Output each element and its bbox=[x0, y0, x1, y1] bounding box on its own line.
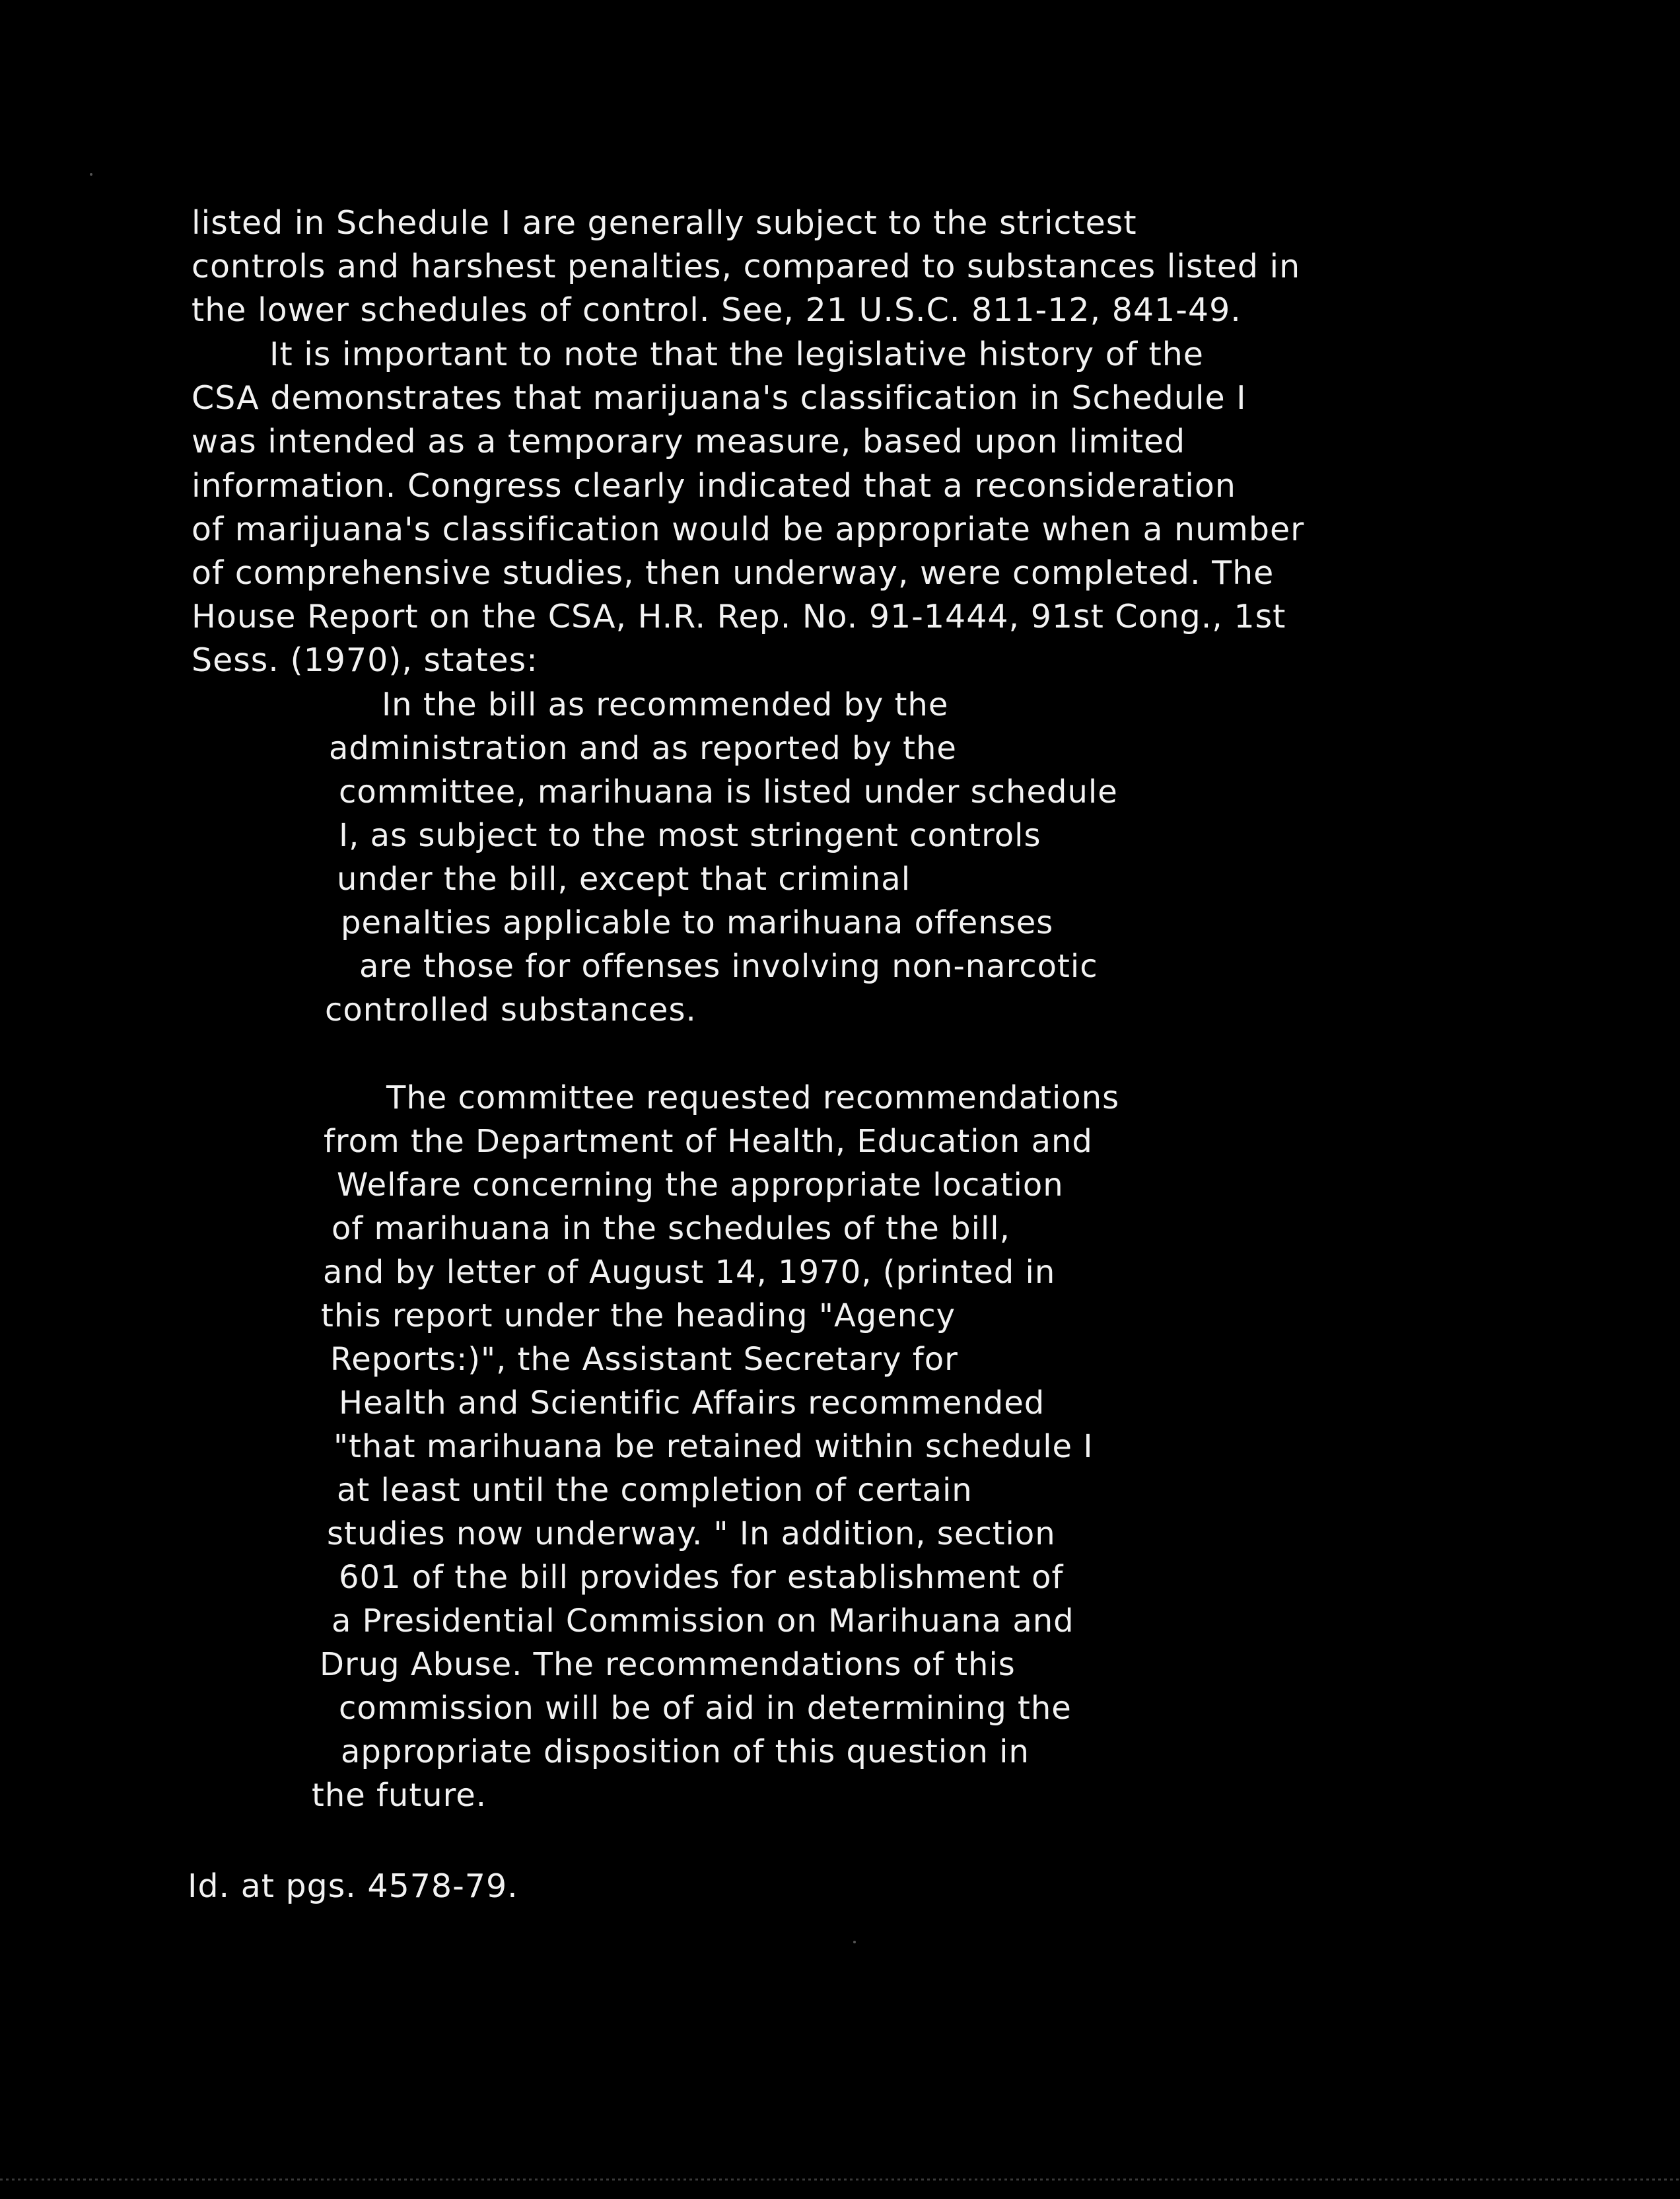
quote-line: appropriate disposition of this question in bbox=[341, 1733, 1030, 1770]
quote-line: Welfare concerning the appropriate location bbox=[337, 1167, 1064, 1204]
quote-line: are those for offenses involving non-narcotic bbox=[359, 948, 1098, 985]
quote-line: The committee requested recommendations bbox=[386, 1079, 1120, 1116]
text-line: was intended as a temporary measure, based upon limited bbox=[192, 423, 1186, 460]
scan-edge-artifact bbox=[0, 2179, 1680, 2181]
quote-line: from the Department of Health, Education and bbox=[324, 1123, 1093, 1160]
text-line: of marijuana's classification would be appropriate when a number bbox=[192, 511, 1305, 548]
scan-speck bbox=[90, 173, 92, 176]
quote-line: committee, marihuana is listed under schedule bbox=[339, 774, 1118, 811]
citation: Id. at pgs. 4578-79. bbox=[188, 1867, 518, 1905]
scan-speck bbox=[853, 1941, 856, 1943]
text-line: It is important to note that the legislative history of the bbox=[269, 336, 1204, 373]
quote-line: at least until the completion of certain bbox=[337, 1472, 973, 1509]
quote-line: a Presidential Commission on Marihuana and bbox=[332, 1603, 1074, 1640]
text-line: of comprehensive studies, then underway, were completed. The bbox=[192, 554, 1275, 592]
quote-line: commission will be of aid in determining the bbox=[339, 1690, 1072, 1727]
quote-line: penalties applicable to marihuana offenses bbox=[341, 904, 1054, 941]
text-line: Sess. (1970), states: bbox=[192, 641, 538, 679]
quote-line: "that marihuana be retained within schedule I bbox=[333, 1428, 1094, 1465]
text-line: the lower schedules of control. See, 21 U.S.C. 811-12, 841-49. bbox=[192, 291, 1242, 329]
quote-line: 601 of the bill provides for establishment of bbox=[339, 1559, 1064, 1596]
quote-line: administration and as reported by the bbox=[329, 730, 957, 767]
quote-line: studies now underway. " In addition, section bbox=[327, 1515, 1056, 1552]
quote-line: under the bill, except that criminal bbox=[337, 861, 911, 898]
quote-line: and by letter of August 14, 1970, (printed in bbox=[323, 1254, 1056, 1291]
text-line: information. Congress clearly indicated that a reconsideration bbox=[192, 467, 1236, 505]
text-line: controls and harshest penalties, compared to substances listed in bbox=[192, 248, 1301, 285]
text-line: House Report on the CSA, H.R. Rep. No. 91-1444, 91st Cong., 1st bbox=[192, 598, 1286, 635]
quote-line: the future. bbox=[312, 1777, 487, 1814]
quote-line: of marihuana in the schedules of the bill, bbox=[332, 1210, 1010, 1247]
text-line: CSA demonstrates that marijuana's classification in Schedule I bbox=[192, 379, 1247, 417]
quote-line: In the bill as recommended by the bbox=[382, 686, 949, 723]
quote-line: this report under the heading "Agency bbox=[321, 1297, 956, 1334]
quote-line: Drug Abuse. The recommendations of this bbox=[320, 1646, 1016, 1683]
quote-line: controlled substances. bbox=[325, 991, 697, 1028]
quote-line: Health and Scientific Affairs recommended bbox=[339, 1385, 1045, 1422]
quote-line: Reports:)", the Assistant Secretary for bbox=[330, 1341, 958, 1378]
text-line: listed in Schedule I are generally subject to the strictest bbox=[192, 204, 1137, 242]
quote-line: I, as subject to the most stringent controls bbox=[339, 817, 1041, 854]
